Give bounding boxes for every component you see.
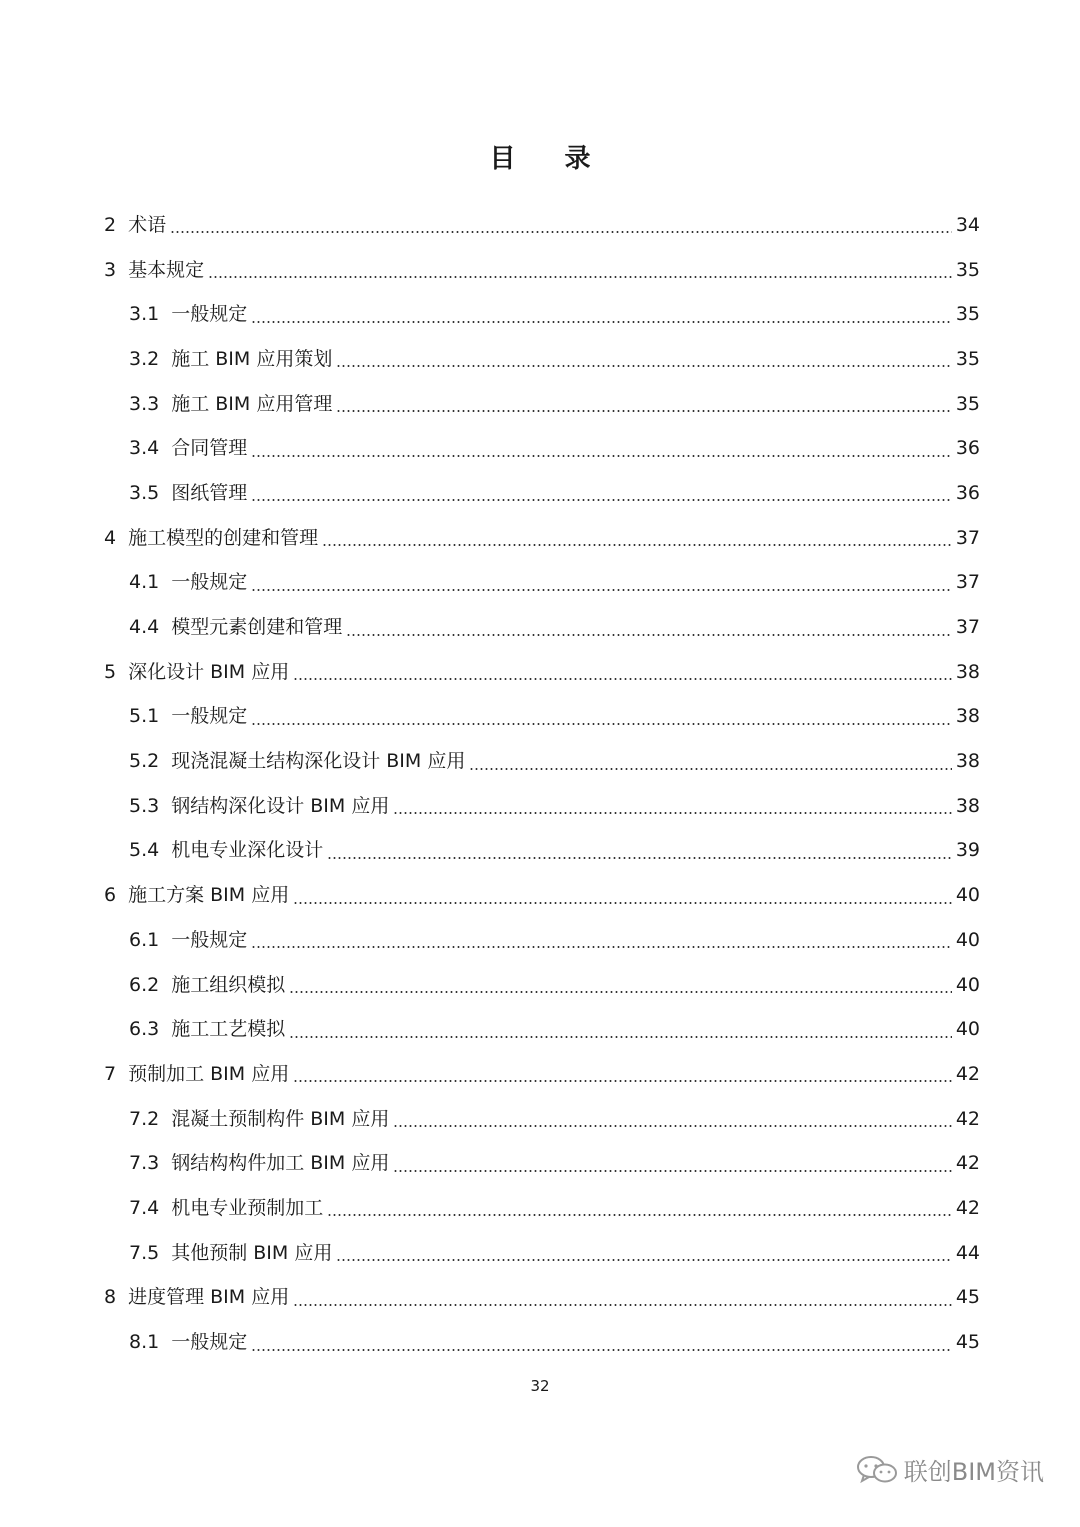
toc-entry-page: 42 bbox=[955, 1107, 980, 1130]
toc-entry-page: 42 bbox=[955, 1196, 980, 1219]
toc-entry-title: 施工 BIM 应用管理 bbox=[171, 392, 333, 415]
toc-dot-leader bbox=[208, 276, 952, 278]
toc-entry-number: 8 bbox=[104, 1286, 117, 1309]
toc-dot-leader bbox=[336, 410, 951, 412]
toc-entry[interactable] bbox=[104, 739, 980, 784]
toc-entry-page: 35 bbox=[955, 392, 980, 415]
toc-dot-leader bbox=[327, 857, 952, 859]
toc-entry-number: 6 bbox=[104, 884, 117, 907]
toc-entry[interactable] bbox=[104, 516, 980, 561]
toc-entry-number: 5.3 bbox=[129, 794, 160, 817]
toc-dot-leader bbox=[327, 1214, 952, 1216]
page-title: 目 录 bbox=[489, 144, 611, 174]
toc-entry-page: 37 bbox=[955, 616, 980, 639]
toc-entry-page: 34 bbox=[955, 213, 980, 236]
toc-entry-page: 45 bbox=[955, 1286, 980, 1309]
toc-entry[interactable] bbox=[104, 382, 980, 427]
toc-entry-title: 术语 bbox=[128, 213, 167, 236]
toc-entry-page: 38 bbox=[955, 705, 980, 728]
toc-entry-page: 35 bbox=[955, 347, 980, 370]
toc-entry-number: 4 bbox=[104, 526, 117, 549]
toc-entry-title: 施工模型的创建和管理 bbox=[128, 526, 319, 549]
toc-entry-page: 38 bbox=[955, 750, 980, 773]
toc-entry-title: 机电专业深化设计 bbox=[171, 839, 324, 862]
toc-entry-page: 38 bbox=[955, 660, 980, 683]
toc-entry-title: 钢结构构件加工 BIM 应用 bbox=[171, 1152, 390, 1175]
toc-entry[interactable] bbox=[104, 561, 980, 606]
toc-entry-page: 39 bbox=[955, 839, 980, 862]
toc-entry[interactable] bbox=[104, 1276, 980, 1321]
toc-entry-title: 一般规定 bbox=[171, 303, 248, 326]
toc-entry[interactable] bbox=[104, 829, 980, 874]
toc-dot-leader bbox=[251, 499, 952, 501]
toc-entry-title: 现浇混凝土结构深化设计 BIM 应用 bbox=[171, 750, 466, 773]
toc-entry-title: 混凝土预制构件 BIM 应用 bbox=[171, 1107, 390, 1130]
toc-entry-page: 42 bbox=[955, 1152, 980, 1175]
toc-entry-number: 3.5 bbox=[129, 481, 160, 504]
toc-entry-title: 施工 BIM 应用策划 bbox=[171, 347, 333, 370]
toc-entry-title: 施工组织模拟 bbox=[171, 973, 286, 996]
toc-entry[interactable] bbox=[104, 650, 980, 695]
table-of-contents bbox=[104, 203, 980, 1365]
toc-entry[interactable] bbox=[104, 471, 980, 516]
toc-entry[interactable] bbox=[104, 1052, 980, 1097]
toc-dot-leader bbox=[293, 678, 952, 680]
toc-dot-leader bbox=[393, 812, 951, 814]
toc-entry-number: 2 bbox=[104, 213, 117, 236]
page-number: 32 bbox=[530, 1377, 550, 1395]
toc-entry[interactable] bbox=[104, 203, 980, 248]
toc-entry-page: 42 bbox=[955, 1062, 980, 1085]
toc-entry-page: 35 bbox=[955, 258, 980, 281]
toc-entry-title: 模型元素创建和管理 bbox=[171, 616, 343, 639]
toc-entry[interactable] bbox=[104, 963, 980, 1008]
toc-dot-leader bbox=[346, 634, 952, 636]
toc-entry-title: 钢结构深化设计 BIM 应用 bbox=[171, 794, 390, 817]
toc-dot-leader bbox=[393, 1125, 951, 1127]
toc-entry-number: 7.2 bbox=[129, 1107, 160, 1130]
toc-entry[interactable] bbox=[104, 918, 980, 963]
watermark-text: 联创BIM资讯 bbox=[903, 1458, 1044, 1486]
toc-entry-title: 预制加工 BIM 应用 bbox=[128, 1062, 290, 1085]
toc-entry-page: 40 bbox=[955, 928, 980, 951]
toc-entry-page: 45 bbox=[955, 1331, 980, 1354]
toc-entry-number: 7.5 bbox=[129, 1241, 160, 1264]
wechat-icon bbox=[856, 1455, 898, 1485]
toc-entry-page: 37 bbox=[955, 526, 980, 549]
toc-entry-number: 3.1 bbox=[129, 303, 160, 326]
toc-entry[interactable] bbox=[104, 292, 980, 337]
toc-entry-title: 进度管理 BIM 应用 bbox=[128, 1286, 290, 1309]
toc-entry[interactable] bbox=[104, 337, 980, 382]
toc-dot-leader bbox=[170, 231, 952, 233]
toc-entry-number: 7 bbox=[104, 1062, 117, 1085]
toc-entry-page: 37 bbox=[955, 571, 980, 594]
toc-entry-title: 机电专业预制加工 bbox=[171, 1196, 324, 1219]
toc-entry[interactable] bbox=[104, 1320, 980, 1365]
toc-entry-title: 一般规定 bbox=[171, 1331, 248, 1354]
toc-dot-leader bbox=[293, 1080, 952, 1082]
toc-entry-number: 8.1 bbox=[129, 1331, 160, 1354]
toc-dot-leader bbox=[393, 1170, 951, 1172]
toc-entry-number: 6.1 bbox=[129, 928, 160, 951]
toc-dot-leader bbox=[322, 544, 952, 546]
toc-entry[interactable] bbox=[104, 1007, 980, 1052]
toc-dot-leader bbox=[336, 1259, 951, 1261]
toc-dot-leader bbox=[251, 1349, 952, 1351]
toc-dot-leader bbox=[251, 321, 952, 323]
toc-entry-number: 5.2 bbox=[129, 750, 160, 773]
toc-entry-title: 施工方案 BIM 应用 bbox=[128, 884, 290, 907]
toc-dot-leader bbox=[251, 455, 952, 457]
toc-dot-leader bbox=[336, 365, 951, 367]
toc-dot-leader bbox=[293, 902, 952, 904]
toc-entry-title: 施工工艺模拟 bbox=[171, 1018, 286, 1041]
toc-entry-title: 其他预制 BIM 应用 bbox=[171, 1241, 333, 1264]
toc-entry[interactable] bbox=[104, 695, 980, 740]
toc-entry[interactable] bbox=[104, 1141, 980, 1186]
watermark bbox=[856, 1452, 1044, 1487]
toc-entry-number: 5 bbox=[104, 660, 117, 683]
toc-dot-leader bbox=[289, 991, 952, 993]
toc-entry-page: 40 bbox=[955, 884, 980, 907]
toc-dot-leader bbox=[251, 723, 952, 725]
toc-entry-title: 一般规定 bbox=[171, 928, 248, 951]
toc-dot-leader bbox=[289, 1036, 952, 1038]
toc-entry[interactable] bbox=[104, 873, 980, 918]
toc-entry-title: 深化设计 BIM 应用 bbox=[128, 660, 290, 683]
toc-entry-number: 5.1 bbox=[129, 705, 160, 728]
toc-entry[interactable] bbox=[104, 1231, 980, 1276]
toc-entry-title: 一般规定 bbox=[171, 705, 248, 728]
toc-entry-number: 7.3 bbox=[129, 1152, 160, 1175]
toc-entry[interactable] bbox=[104, 784, 980, 829]
toc-entry-number: 6.2 bbox=[129, 973, 160, 996]
toc-entry[interactable] bbox=[104, 248, 980, 293]
toc-entry[interactable] bbox=[104, 1097, 980, 1142]
toc-dot-leader bbox=[469, 768, 951, 770]
toc-entry-page: 35 bbox=[955, 303, 980, 326]
toc-entry-page: 40 bbox=[955, 973, 980, 996]
toc-dot-leader bbox=[293, 1304, 952, 1306]
toc-entry-number: 3 bbox=[104, 258, 117, 281]
toc-entry-number: 7.4 bbox=[129, 1196, 160, 1219]
toc-entry-number: 3.4 bbox=[129, 437, 160, 460]
toc-entry-title: 合同管理 bbox=[171, 437, 248, 460]
toc-dot-leader bbox=[251, 946, 952, 948]
toc-entry-page: 36 bbox=[955, 481, 980, 504]
toc-entry-page: 36 bbox=[955, 437, 980, 460]
toc-entry-number: 6.3 bbox=[129, 1018, 160, 1041]
toc-entry-number: 3.3 bbox=[129, 392, 160, 415]
toc-entry-number: 4.4 bbox=[129, 616, 160, 639]
toc-entry-page: 38 bbox=[955, 794, 980, 817]
toc-entry[interactable] bbox=[104, 605, 980, 650]
toc-entry-title: 一般规定 bbox=[171, 571, 248, 594]
toc-dot-leader bbox=[251, 589, 952, 591]
toc-entry-page: 44 bbox=[955, 1241, 980, 1264]
toc-entry-number: 3.2 bbox=[129, 347, 160, 370]
toc-entry-title: 图纸管理 bbox=[171, 481, 248, 504]
toc-entry-number: 4.1 bbox=[129, 571, 160, 594]
toc-entry-number: 5.4 bbox=[129, 839, 160, 862]
toc-entry[interactable] bbox=[104, 1186, 980, 1231]
toc-entry[interactable] bbox=[104, 426, 980, 471]
toc-entry-page: 40 bbox=[955, 1018, 980, 1041]
toc-entry-title: 基本规定 bbox=[128, 258, 205, 281]
